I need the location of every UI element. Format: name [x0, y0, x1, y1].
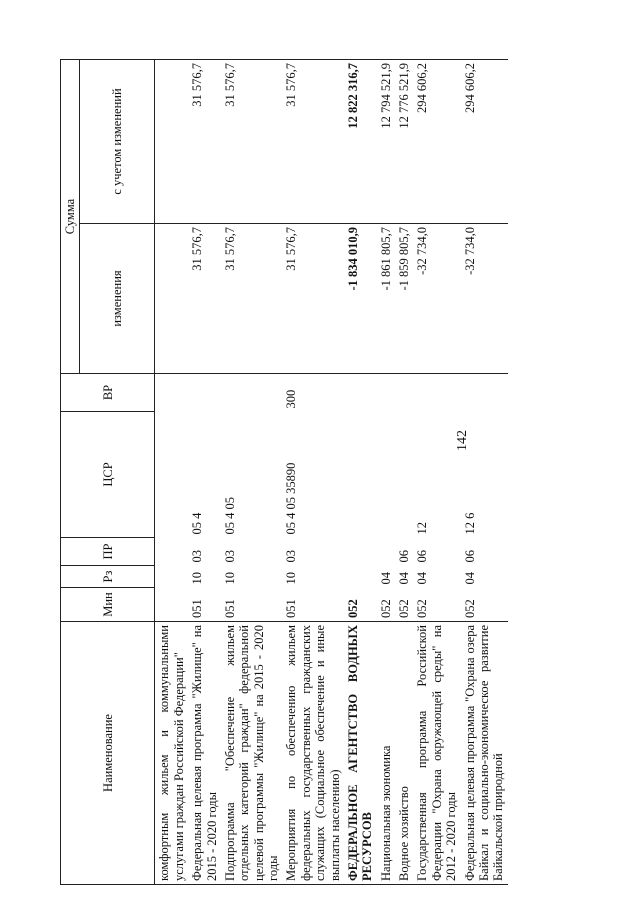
total-cell: 294 606,2: [461, 60, 508, 224]
pr-cell: 03: [284, 550, 299, 563]
table-row: [395, 60, 413, 885]
total-cell: 12 794 521,9: [377, 60, 395, 224]
csr-cell: [344, 412, 377, 538]
header-rz: Рз: [61, 566, 155, 588]
rz-cell: 04: [378, 572, 393, 585]
table-row: [221, 60, 283, 885]
header-pr: ПР: [61, 538, 155, 566]
change-cell: -32 734,0: [413, 224, 460, 374]
total-cell: 31 576,7: [188, 60, 221, 224]
vr-cell: [395, 374, 413, 412]
csr-cell: 12 6: [462, 512, 477, 535]
total-cell: 12 822 316,7: [344, 60, 377, 224]
table-row: [344, 60, 377, 885]
pr-cell: 03: [222, 550, 237, 563]
pr-cell: 06: [397, 550, 411, 563]
pr-cell: 06: [462, 550, 477, 563]
rz-cell: 10: [284, 572, 299, 585]
table-row: [377, 60, 395, 885]
vr-cell: [155, 374, 188, 412]
header-vr: ВР: [61, 374, 155, 412]
name-cell: ФЕДЕРАЛЬНОЕ АГЕНТСТВО ВОДНЫХ РЕСУРСОВ: [344, 622, 377, 885]
change-cell: -32 734,0: [461, 224, 508, 374]
min-cell: 052: [378, 599, 393, 618]
total-cell: 31 576,7: [221, 60, 283, 224]
header-min: Мин: [61, 588, 155, 622]
rz-cell: [344, 566, 377, 588]
page-number: 142: [455, 430, 470, 451]
change-cell: -1 834 010,9: [344, 224, 377, 374]
pr-cell: 06: [415, 550, 430, 563]
min-cell: [155, 588, 188, 622]
header-sum: Сумма: [61, 60, 80, 374]
min-cell: 052: [462, 599, 477, 618]
min-cell: 052: [415, 599, 430, 618]
name-cell: Государственная программа Российской Федерации "Охрана окружающей среды" на 2012 - 2020 годы: [413, 622, 460, 885]
name-cell: Водное хозяйство: [395, 622, 413, 885]
budget-table: [60, 59, 508, 885]
vr-cell: 300: [284, 389, 299, 409]
min-cell: 051: [222, 599, 237, 618]
change-cell: -1 859 805,7: [395, 224, 413, 374]
table-row: [155, 60, 188, 885]
vr-cell: [188, 374, 221, 412]
change-cell: 31 576,7: [188, 224, 221, 374]
table-row: [282, 60, 344, 885]
total-cell: 294 606,2: [413, 60, 460, 224]
vr-cell: [377, 374, 395, 412]
total-cell: 31 576,7: [282, 60, 344, 224]
table-row: [188, 60, 221, 885]
pr-cell: [155, 538, 188, 566]
change-cell: [155, 224, 188, 374]
min-cell: 052: [345, 599, 360, 618]
change-cell: -1 861 805,7: [377, 224, 395, 374]
rz-cell: 10: [222, 572, 237, 585]
header-change: изменения: [80, 224, 155, 374]
rz-cell: 10: [190, 572, 205, 585]
vr-cell: [461, 374, 508, 412]
csr-cell: [395, 412, 413, 538]
csr-cell: 12: [415, 522, 430, 535]
vr-cell: [413, 374, 460, 412]
pr-cell: 03: [190, 550, 205, 563]
csr-cell: [155, 412, 188, 538]
change-cell: 31 576,7: [221, 224, 283, 374]
min-cell: 052: [397, 599, 411, 618]
csr-cell: [377, 412, 395, 538]
vr-cell: [221, 374, 283, 412]
name-cell: комфортным жильем и коммунальными услугами граждан Российской Федерации": [155, 622, 188, 885]
header-with-change: с учетом изменений: [80, 60, 155, 224]
rz-cell: 04: [462, 572, 477, 585]
name-cell: Федеральная целевая программа "Охрана озера Байкал и социально-экономическое развитие Байкальской природной: [461, 622, 508, 885]
table-row: [413, 60, 460, 885]
header-csr: ЦСР: [61, 412, 155, 538]
pr-cell: [377, 538, 395, 566]
csr-cell: 05 4: [190, 512, 205, 535]
pr-cell: [344, 538, 377, 566]
vr-cell: [344, 374, 377, 412]
budget-table-sheet: [60, 60, 580, 885]
rz-cell: 04: [397, 572, 411, 585]
csr-cell: 05 4 05: [222, 497, 237, 535]
rz-cell: [155, 566, 188, 588]
csr-cell: 05 4 05 35890: [284, 462, 299, 535]
name-cell: Подпрограмма "Обеспечение жильем отдельных категорий граждан" федеральной целевой программы "Жилище" на 2015 - 2020 годы: [221, 622, 283, 885]
total-cell: [155, 60, 188, 224]
min-cell: 051: [284, 599, 299, 618]
table-body: [155, 60, 508, 885]
header-name: Наименование: [61, 622, 155, 885]
name-cell: Федеральная целевая программа "Жилище" на 2015 - 2020 годы: [188, 622, 221, 885]
table-row: [461, 60, 508, 885]
total-cell: 12 776 521,9: [395, 60, 413, 224]
rz-cell: 04: [415, 572, 430, 585]
name-cell: Национальная экономика: [377, 622, 395, 885]
change-cell: 31 576,7: [282, 224, 344, 374]
name-cell: Мероприятия по обеспечению жильем федеральных государственных гражданских служащих (Социальное обеспечение и иные выплаты населению): [282, 622, 344, 885]
min-cell: 051: [190, 599, 205, 618]
